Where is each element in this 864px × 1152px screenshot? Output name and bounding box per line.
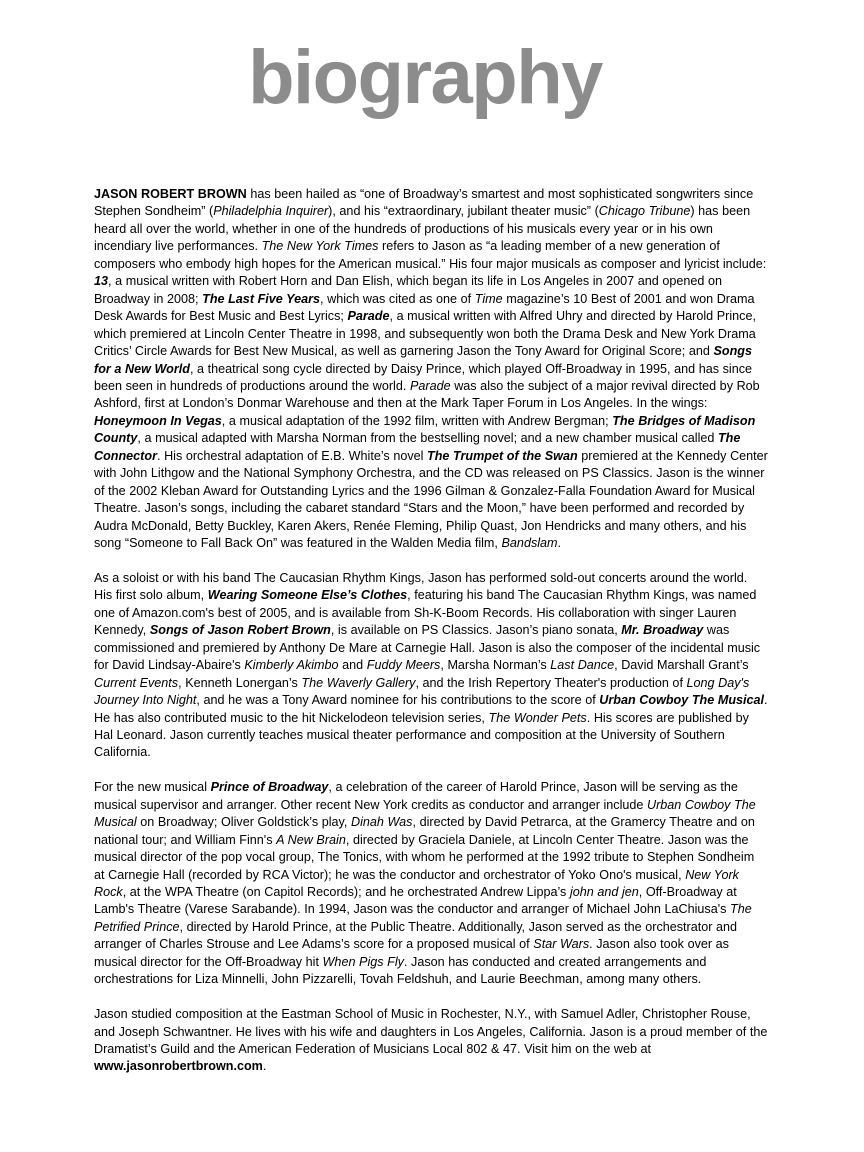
biography-paragraph-3: For the new musical Prince of Broadway, a celebration of the career of Harold Prince, Jason will be serving as the musical supervisor and arranger. Other recent New York credits as conductor and arranger include Urban Cowboy The Musical on Broadway; Oliver Goldstick’s play, Dinah Was, directed by David Petrarca, at the Gramercy Theatre and on national tour; and William Finn's A New Brain, directed by Graciela Daniele, at Lincoln Center Theatre. Jason was the musical director of the pop vocal group, The Tonics, with whom he performed at the 1992 tribute to Stephen Sondheim at Carnegie Hall (recorded by RCA Victor); he was the conductor and orchestrator of Yoko Ono's musical, New York Rock, at the WPA Theatre (on Capitol Records); and he orchestrated Andrew Lippa’s john and jen, Off-Broadway at Lamb's Theatre (Varese Sarabande). In 1994, Jason was the conductor and arranger of Michael John LaChiusa's The Petrified Prince, directed by Harold Prince, at the Public Theatre. Additionally, Jason served as the orchestrator and arranger of Charles Strouse and Lee Adams’s score for a proposed musical of Star Wars. Jason also took over as musical director for the Off-Broadway hit When Pigs Fly. Jason has conducted and created arrangements and orchestrations for Liza Minnelli, John Pizzarelli, Tovah Feldshuh, and Laurie Beechman, among many others. [94,780,756,987]
emphasized-text: Songs for a New World [94,344,752,376]
page-header [0,36,864,120]
emphasized-text: New York Rock [94,867,739,899]
emphasized-text: Fuddy Meers [366,658,441,673]
emphasized-text: The Last Five Years [202,291,321,306]
biography-paragraph-2: As a soloist or with his band The Caucasian Rhythm Kings, Jason has performed sold-out concerts around the world. His first solo album, Wearing Someone Else’s Clothes, featuring his band The Caucasian Rhythm Kings, was named one of Amazon.com's best of 2005, and is available from Sh-K-Boom Records. His collaboration with singer Lauren Kennedy, Songs of Jason Robert Brown, is available on PS Classics. Jason’s piano sonata, Mr. Broadway was commissioned and premiered by Anthony De Mare at Carnegie Hall. Jason is also the composer of the incidental music for David Lindsay-Abaire's Kimberly Akimbo and Fuddy Meers, Marsha Norman’s Last Dance, David Marshall Grant’s Current Events, Kenneth Lonergan’s The Waverly Gallery, and the Irish Repertory Theater's production of Long Day's Journey Into Night, and he was a Tony Award nominee for his contributions to the score of Urban Cowboy The Musical. He has also contributed music to the hit Nickelodeon television series, The Wonder Pets. His scores are published by Hal Leonard. Jason currently teaches musical theater performance and composition at the University of Southern California. [94,570,768,760]
emphasized-text: The New York Times [261,239,379,254]
emphasized-text: Wearing Someone Else’s Clothes [207,588,408,603]
emphasized-text: The Petrified Prince [94,902,752,934]
emphasized-text: Last Dance [550,658,615,673]
emphasized-text: www.jasonrobertbrown.com [94,1059,263,1074]
emphasized-text: Kimberly Akimbo [244,658,339,673]
emphasized-text: The Bridges of Madison County [94,413,756,446]
emphasized-text: The Waverly Gallery [301,675,416,690]
emphasized-text: Honeymoon In Vegas [94,413,222,428]
emphasized-text: Philadelphia Inquirer [213,204,329,219]
emphasized-text: The Connector [94,431,741,463]
emphasized-text: Chicago Tribune [598,204,691,219]
emphasized-text: When Pigs Fly [322,954,404,969]
emphasized-text: Urban Cowboy The Musical [599,693,765,708]
biography-body [94,186,768,1076]
emphasized-text: 13 [94,274,109,289]
emphasized-text: JASON ROBERT BROWN [94,187,247,201]
emphasized-text: Current Events [94,675,179,690]
emphasized-text: Long Day's Journey Into Night [94,675,750,708]
emphasized-text: Parade [409,378,451,393]
emphasized-text: The Wonder Pets [488,710,587,725]
emphasized-text: Bandslam [501,536,558,551]
emphasized-text: The Trumpet of the Swan [427,448,578,463]
page-title: biography [248,35,602,120]
emphasized-text: Songs of Jason Robert Brown [149,623,331,638]
emphasized-text: Mr. Broadway [621,623,704,638]
emphasized-text: john and jen [569,885,639,899]
emphasized-text: Prince of Broadway [210,780,329,795]
biography-paragraph-1: JASON ROBERT BROWN has been hailed as “one of Broadway’s smartest and most sophisticated songwriters since Stephen Sondheim” (Philadelphia Inquirer), and his “extraordinary, jubilant theater music” (Chicago Tribune) has been heard all over the world, whether in one of the hundreds of productions of his musicals every year or in his own incendiary live performances. The New York Times refers to Jason as “a leading member of a new generation of composers who embody high hopes for the American musical.” His four major musicals as composer and lyricist include: 13, a musical written with Robert Horn and Dan Elish, which began its life in Los Angeles in 2007 and opened on Broadway in 2008; The Last Five Years, which was cited as one of Time magazine’s 10 Best of 2001 and won Drama Desk Awards for Best Music and Best Lyrics; Parade, a musical written with Alfred Uhry and directed by Harold Prince, which premiered at Lincoln Center Theatre in 1998, and subsequently won both the Drama Desk and New York Drama Critics’ Circle Awards for Best New Musical, as well as garnering Jason the Tony Award for Original Score; and Songs for a New World, a theatrical song cycle directed by Daisy Prince, which played Off-Broadway in 1995, and has since been seen in hundreds of productions around the world. Parade was also the subject of a major revival directed by Rob Ashford, first at London’s Donmar Warehouse and then at the Mark Taper Forum in Los Angeles. In the wings: Honeymoon In Vegas, a musical adaptation of the 1992 film, written with Andrew Bergman; The Bridges of Madison County, a musical adapted with Marsha Norman from the bestselling novel; and a new chamber musical called The Connector. His orchestral adaptation of E.B. White’s novel The Trumpet of the Swan premiered at the Kennedy Center with John Lithgow and the National Symphony Orchestra, and the CD was released on PS Classics. Jason is the winner of the 2002 Kleban Award for Outstanding Lyrics and the 1996 Gilman & Gonzalez-Falla Foundation Award for Musical Theatre. Jason’s songs, including the cabaret standard “Stars and the Moon,” have been performed and recorded by Audra McDonald, Betty Buckley, Karen Akers, Renée Fleming, Philip Quast, Jon Hendricks and many others, and his song “Someone to Fall Back On” was featured in the Walden Media film, Bandslam. [94,187,768,551]
emphasized-text: Dinah Was [351,815,413,830]
emphasized-text: Parade [347,309,390,324]
emphasized-text: A New Brain [276,832,346,847]
emphasized-text: Star Wars [533,937,590,952]
emphasized-text: Time [474,291,503,306]
emphasized-text: Urban Cowboy The Musical [94,797,756,830]
biography-paragraph-4: Jason studied composition at the Eastman School of Music in Rochester, N.Y., with Samuel Adler, Christopher Rouse, and Joseph Schwantner. He lives with his wife and daughters in Los Angeles, California. Jason is a proud member of the Dramatist’s Guild and the American Federation of Musicians Local 802 & 47. Visit him on the web at www.jasonrobertbrown.com. [94,1007,768,1074]
